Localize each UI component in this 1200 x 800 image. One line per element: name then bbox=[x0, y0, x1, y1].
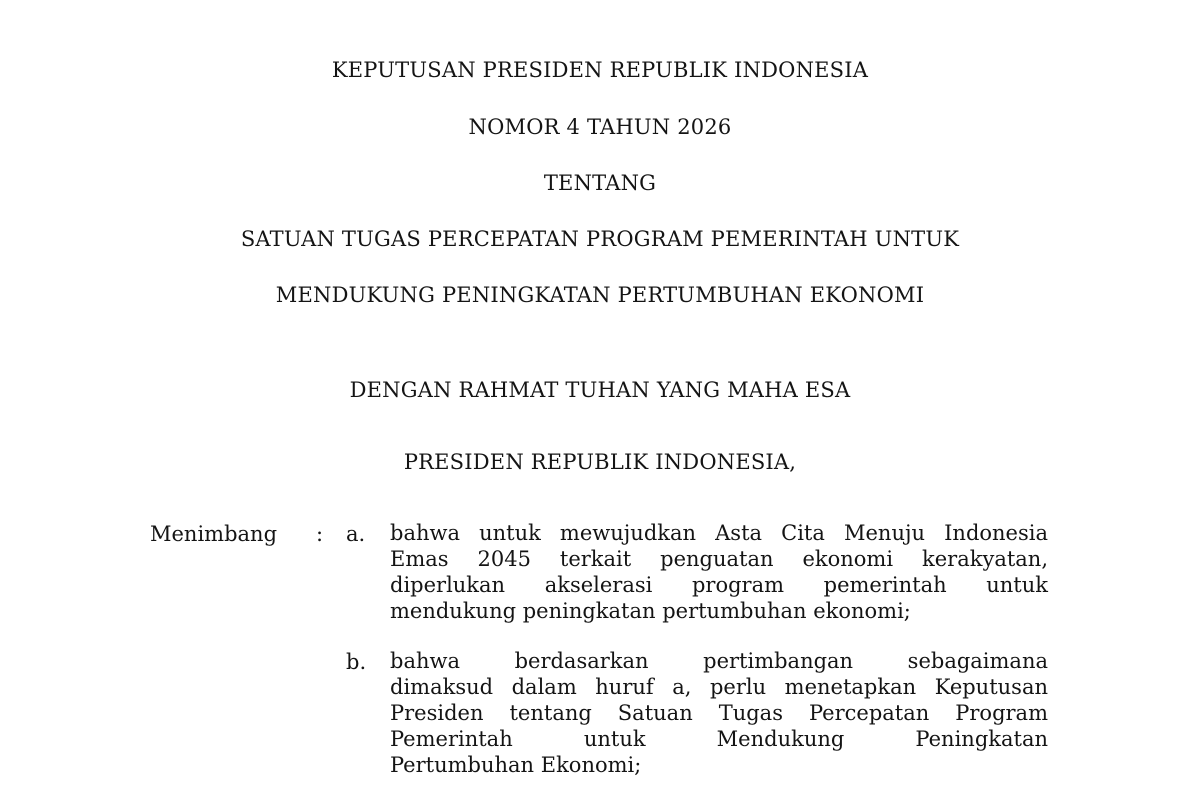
item-b-line-3: Presiden tentang Satuan Tugas Percepatan Program bbox=[390, 701, 1048, 725]
item-a-text bbox=[390, 520, 1048, 624]
item-a-line-2: Emas 2045 terkait penguatan ekonomi kerakyatan, bbox=[390, 547, 1048, 571]
item-b-line-5: Pertumbuhan Ekonomi; bbox=[390, 753, 642, 777]
invocation: DENGAN RAHMAT TUHAN YANG MAHA ESA bbox=[349, 378, 851, 402]
decree-about: TENTANG bbox=[543, 171, 657, 195]
item-a-line-1: bahwa untuk mewujudkan Asta Cita Menuju Indonesia bbox=[390, 521, 1048, 545]
item-a-line-4: mendukung peningkatan pertumbuhan ekonomi; bbox=[390, 599, 911, 623]
item-a-letter: a. bbox=[346, 522, 366, 546]
item-b-line-1: bahwa berdasarkan pertimbangan sebagaimana bbox=[390, 649, 1048, 673]
considering-label: Menimbang bbox=[150, 522, 278, 546]
decree-number: NOMOR 4 TAHUN 2026 bbox=[468, 115, 732, 139]
item-a-line-3: diperlukan akselerasi program pemerintah untuk bbox=[390, 573, 1048, 597]
decree-title: KEPUTUSAN PRESIDEN REPUBLIK INDONESIA bbox=[331, 58, 869, 82]
item-b-line-2: dimaksud dalam huruf a, perlu menetapkan Keputusan bbox=[390, 675, 1048, 699]
decree-subject-line-2: MENDUKUNG PENINGKATAN PERTUMBUHAN EKONOMI bbox=[275, 283, 925, 307]
item-b-line-4: Pemerintah untuk Mendukung Peningkatan bbox=[390, 727, 1048, 751]
item-b-letter: b. bbox=[346, 650, 367, 674]
issuer: PRESIDEN REPUBLIK INDONESIA, bbox=[403, 450, 797, 474]
item-b-text bbox=[390, 648, 1048, 778]
considering-colon: : bbox=[316, 522, 324, 546]
decree-subject-line-1: SATUAN TUGAS PERCEPATAN PROGRAM PEMERINTAH UNTUK bbox=[240, 227, 960, 251]
